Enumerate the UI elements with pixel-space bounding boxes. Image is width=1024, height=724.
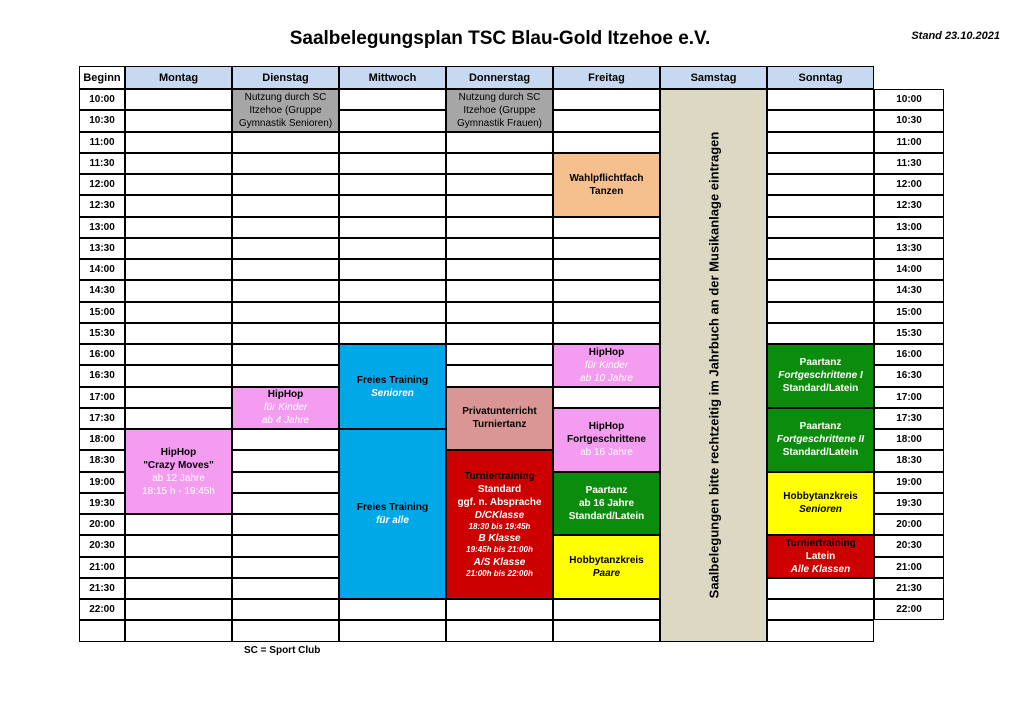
slot-cell [339, 110, 446, 131]
time-right: 16:00 [874, 344, 944, 365]
event-line: Turniertanz [472, 419, 527, 431]
slot-cell [232, 302, 339, 323]
slot-cell [553, 599, 660, 620]
header-day-3: Donnerstag [446, 66, 553, 89]
slot-cell [767, 195, 874, 216]
time-left: 17:30 [79, 408, 125, 429]
event-line: für alle [376, 515, 409, 526]
time-right: 20:30 [874, 535, 944, 556]
event-line: HipHop [588, 346, 625, 358]
slot-cell [553, 110, 660, 131]
event-line: ab 4 Jahre [261, 415, 310, 427]
page-title: Saalbelegungsplan TSC Blau-Gold Itzehoe e.V. [289, 28, 711, 49]
time-right: 15:00 [874, 302, 944, 323]
slot-cell [232, 132, 339, 153]
slot-cell [553, 302, 660, 323]
slot-cell [339, 280, 446, 301]
time-right: 18:30 [874, 450, 944, 471]
slot-cell [125, 89, 232, 110]
event-line: Wahlpflichtfach [569, 172, 644, 184]
event-line: für Kinder [584, 359, 629, 371]
slot-cell [232, 174, 339, 195]
slot-cell [446, 153, 553, 174]
slot-cell [767, 302, 874, 323]
time-right: 11:00 [874, 132, 944, 153]
slot-cell [553, 620, 660, 641]
slot-cell [125, 110, 232, 131]
slot-cell [125, 323, 232, 344]
time-left: 15:30 [79, 323, 125, 344]
event-line: A/S Klasse [473, 556, 526, 568]
event-line: ab 12 Jahre [152, 472, 205, 484]
slot-cell [446, 620, 553, 641]
event-line: 18:30 bis 19:45h [468, 522, 531, 532]
event-line: Fortgeschrittene I [778, 370, 863, 382]
event-do-turnier[interactable] [446, 450, 553, 599]
footnote: SC = Sport Club [244, 645, 321, 656]
slot-cell [553, 280, 660, 301]
time-left: 10:30 [79, 110, 125, 131]
event-line: für Kinder [263, 402, 308, 414]
event-line: B Klasse [478, 533, 521, 545]
event-line: 18:15 h - 19:45h [142, 485, 215, 497]
time-left: 15:00 [79, 302, 125, 323]
event-line: ab 10 Jahre [580, 372, 633, 384]
event-line: Paartanz [799, 421, 842, 433]
slot-cell [125, 302, 232, 323]
slot-cell [125, 259, 232, 280]
event-line: D/CKlasse [474, 510, 525, 522]
slot-cell [232, 153, 339, 174]
slot-cell [767, 323, 874, 344]
slot-cell [553, 89, 660, 110]
time-right: 17:30 [874, 408, 944, 429]
event-line: Hobbytanzkreis [569, 555, 644, 567]
event-line: 19:45h bis 21:00h [466, 545, 533, 555]
time-left: 21:30 [79, 578, 125, 599]
slot-cell [125, 620, 232, 641]
slot-cell [125, 195, 232, 216]
time-right: 19:00 [874, 472, 944, 493]
event-line: ab 16 Jahre [578, 497, 635, 509]
event-line: Tanzen [589, 185, 624, 197]
slot-cell [232, 493, 339, 514]
slot-cell [125, 217, 232, 238]
slot-cell [232, 535, 339, 556]
event-line: Nutzung durch SC [458, 91, 541, 103]
event-line: Standard/Latein [568, 510, 645, 522]
slot-cell [232, 557, 339, 578]
event-line: Standard/Latein [782, 383, 859, 395]
time-right: 21:30 [874, 578, 944, 599]
slot-cell [446, 344, 553, 365]
slot-cell [767, 132, 874, 153]
event-fr-paartanz[interactable] [553, 472, 660, 536]
event-line: ab 16 Jahre [580, 447, 633, 459]
event-line: 21:00h bis 22:00h [466, 568, 533, 578]
slot-cell [125, 599, 232, 620]
slot-cell [767, 110, 874, 131]
slot-cell [446, 195, 553, 216]
event-mo-hiphop[interactable] [125, 429, 232, 514]
event-line: Freies Training [356, 374, 429, 386]
slot-cell [767, 217, 874, 238]
event-do-sc[interactable] [446, 89, 553, 132]
event-line: Alle Klassen [790, 564, 851, 575]
slot-cell [767, 174, 874, 195]
time-left: 12:00 [79, 174, 125, 195]
time-left: 13:00 [79, 217, 125, 238]
event-line: Itzehoe (Gruppe [249, 104, 322, 116]
time-right: 16:30 [874, 365, 944, 386]
slot-cell [767, 153, 874, 174]
slot-cell [339, 195, 446, 216]
event-line: ggf. n. Absprache [457, 497, 542, 509]
slot-cell [232, 217, 339, 238]
event-so-paar1[interactable] [767, 344, 874, 408]
event-fr-wahl[interactable] [553, 153, 660, 217]
event-line: HipHop [160, 446, 197, 458]
event-line: HipHop [588, 421, 625, 433]
time-right: 13:30 [874, 238, 944, 259]
event-line: Senioren [371, 387, 414, 399]
time-left: 14:30 [79, 280, 125, 301]
event-line: Turniertraining [785, 538, 856, 549]
time-right: 10:00 [874, 89, 944, 110]
slot-cell [339, 174, 446, 195]
slot-cell [232, 323, 339, 344]
time-left: 19:30 [79, 493, 125, 514]
slot-cell [767, 599, 874, 620]
slot-cell [232, 472, 339, 493]
event-line: HipHop [267, 389, 304, 401]
time-left: 21:00 [79, 557, 125, 578]
slot-cell [125, 387, 232, 408]
slot-cell [232, 450, 339, 471]
slot-cell [767, 620, 874, 641]
time-left: 14:00 [79, 259, 125, 280]
slot-cell [125, 578, 232, 599]
slot-cell [125, 238, 232, 259]
slot-cell [125, 344, 232, 365]
slot-cell [446, 259, 553, 280]
event-fr-hobby[interactable] [553, 535, 660, 599]
time-left: 19:00 [79, 472, 125, 493]
event-line: Gymnastik Frauen) [456, 117, 543, 129]
slot-cell [446, 280, 553, 301]
event-line: Itzehoe (Gruppe [463, 104, 536, 116]
time-left: 10:00 [79, 89, 125, 110]
header-begin: Beginn [79, 66, 125, 89]
time-left: 18:00 [79, 429, 125, 450]
time-left: 17:00 [79, 387, 125, 408]
slot-cell [125, 408, 232, 429]
slot-cell [767, 89, 874, 110]
time-right: 21:00 [874, 557, 944, 578]
event-line: Privatunterricht [462, 406, 537, 418]
event-line: Fortgeschrittene [567, 434, 646, 446]
slot-cell [125, 153, 232, 174]
slot-cell [446, 217, 553, 238]
slot-cell [125, 365, 232, 386]
header-day-4: Freitag [553, 66, 660, 89]
time-left: 16:00 [79, 344, 125, 365]
event-line: Standard/Latein [782, 447, 859, 459]
slot-cell [767, 578, 874, 599]
slot-cell [767, 280, 874, 301]
slot-cell [339, 259, 446, 280]
slot-cell [339, 599, 446, 620]
time-right: 14:30 [874, 280, 944, 301]
event-line: Paartanz [799, 357, 842, 369]
header-day-5: Samstag [660, 66, 767, 89]
slot-cell [232, 195, 339, 216]
slot-cell [232, 280, 339, 301]
header-day-2: Mittwoch [339, 66, 446, 89]
slot-cell [339, 217, 446, 238]
event-line: Gymnastik Senioren) [238, 117, 333, 129]
slot-cell [125, 280, 232, 301]
slot-cell [339, 153, 446, 174]
slot-cell [232, 238, 339, 259]
slot-cell [553, 323, 660, 344]
time-left: 16:30 [79, 365, 125, 386]
event-di-sc[interactable] [232, 89, 339, 132]
time-right: 12:30 [874, 195, 944, 216]
slot-cell [553, 387, 660, 408]
time-right: 12:00 [874, 174, 944, 195]
event-line: Paartanz [585, 484, 628, 496]
event-fr-hiphop-k[interactable] [553, 344, 660, 387]
event-do-privat[interactable] [446, 387, 553, 451]
event-line: "Crazy Moves" [143, 459, 214, 471]
slot-cell [339, 323, 446, 344]
slot-cell [339, 302, 446, 323]
time-left: 11:00 [79, 132, 125, 153]
time-right: 13:00 [874, 217, 944, 238]
slot-cell [232, 344, 339, 365]
event-line: Paare [592, 568, 621, 580]
event-line: Freies Training [356, 502, 429, 513]
event-so-turnier[interactable] [767, 535, 874, 578]
slot-cell [446, 302, 553, 323]
time-right: 17:00 [874, 387, 944, 408]
slot-cell [339, 89, 446, 110]
time-left [79, 620, 125, 641]
slot-cell [446, 323, 553, 344]
event-line: Fortgeschrittene II [776, 434, 865, 446]
event-so-paar2[interactable] [767, 408, 874, 472]
time-right: 22:00 [874, 599, 944, 620]
slot-cell [446, 365, 553, 386]
event-line: Senioren [799, 504, 842, 516]
event-line: Nutzung durch SC [244, 91, 327, 103]
slot-cell [232, 259, 339, 280]
time-left: 20:00 [79, 514, 125, 535]
slot-cell [125, 174, 232, 195]
slot-cell [446, 132, 553, 153]
header-day-6: Sonntag [767, 66, 874, 89]
slot-cell [767, 259, 874, 280]
time-left: 20:30 [79, 535, 125, 556]
slot-cell [339, 238, 446, 259]
event-line: Hobbytanzkreis [783, 491, 858, 503]
event-so-hobby[interactable] [767, 472, 874, 536]
header-day-0: Montag [125, 66, 232, 89]
slot-cell [553, 238, 660, 259]
slot-cell [446, 599, 553, 620]
time-right: 10:30 [874, 110, 944, 131]
slot-cell [339, 620, 446, 641]
slot-cell [232, 429, 339, 450]
event-line: Turniertraining [464, 471, 535, 483]
time-right: 18:00 [874, 429, 944, 450]
time-left: 11:30 [79, 153, 125, 174]
event-mi-frei-sen[interactable] [339, 344, 446, 429]
slot-cell [232, 578, 339, 599]
time-right: 14:00 [874, 259, 944, 280]
slot-cell [446, 238, 553, 259]
slot-cell [232, 620, 339, 641]
slot-cell [232, 365, 339, 386]
event-line: Standard [477, 484, 522, 496]
time-left: 18:30 [79, 450, 125, 471]
time-left: 22:00 [79, 599, 125, 620]
slot-cell [446, 174, 553, 195]
slot-cell [232, 599, 339, 620]
slot-cell [553, 259, 660, 280]
slot-cell [232, 514, 339, 535]
event-fr-hiphop-f[interactable] [553, 408, 660, 472]
event-line: Latein [805, 551, 836, 562]
stand-date: Stand 23.10.2021 [911, 30, 1000, 42]
slot-cell [767, 238, 874, 259]
time-left: 13:30 [79, 238, 125, 259]
event-di-hiphop-k[interactable] [232, 387, 339, 430]
slot-cell [125, 132, 232, 153]
time-right: 20:00 [874, 514, 944, 535]
time-left: 12:30 [79, 195, 125, 216]
slot-cell [125, 535, 232, 556]
time-right: 11:30 [874, 153, 944, 174]
event-mi-frei-alle[interactable] [339, 429, 446, 599]
slot-cell [339, 132, 446, 153]
time-right: 15:30 [874, 323, 944, 344]
saturday-note: Saalbelegungen bitte rechtzeitig im Jahrbuch an der Musikanlage eintragen [706, 131, 721, 599]
slot-cell [125, 557, 232, 578]
header-day-1: Dienstag [232, 66, 339, 89]
slot-cell [553, 132, 660, 153]
time-right: 19:30 [874, 493, 944, 514]
slot-cell [553, 217, 660, 238]
slot-cell [125, 514, 232, 535]
